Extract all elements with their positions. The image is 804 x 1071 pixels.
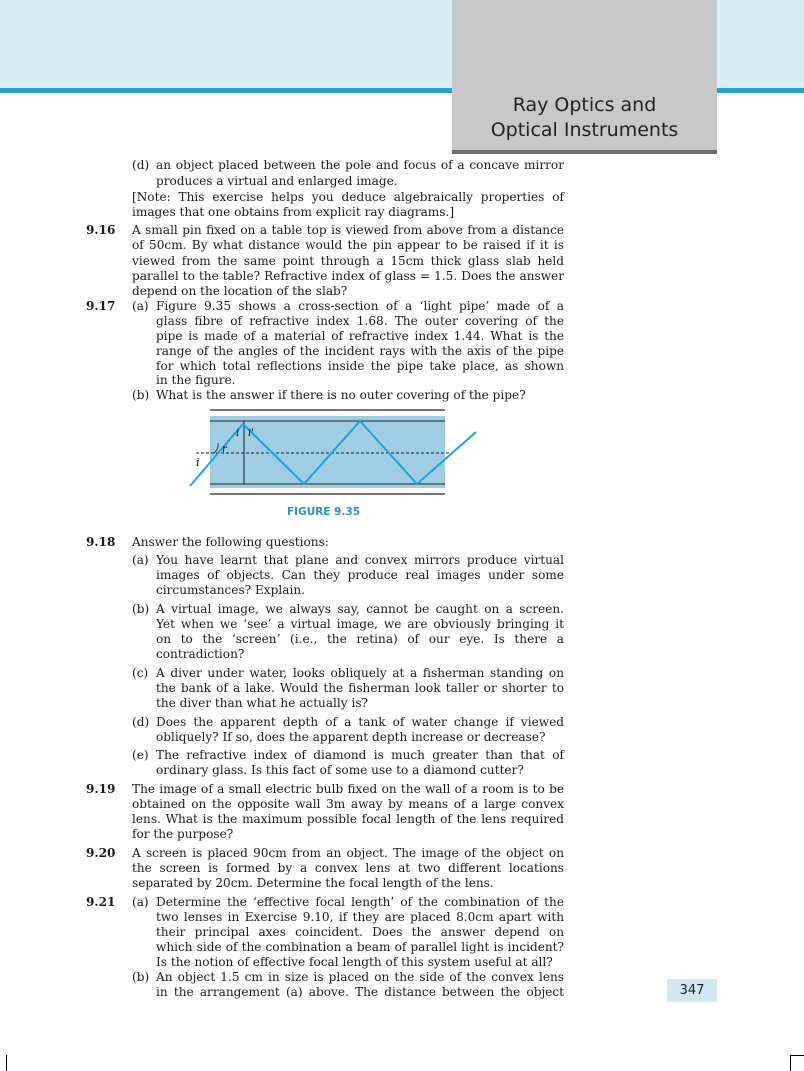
text-line: for which total reflections inside the pipe take place, as shown [156,359,564,373]
item-label: (e) [132,748,149,762]
label-i-prime: i' [248,428,254,439]
label-i-top: i [236,428,240,439]
text-line: the bank of a lake. Would the fisherman look taller or shorter to [156,681,564,695]
question-number: 9.16 [86,223,116,237]
text-line: range of the angles of the incident rays with the axis of the pipe [156,344,564,358]
text-line: The image of a small electric bulb fixed on the wall of a room is to be [132,782,564,796]
crop-mark [790,1055,804,1056]
text-line: pipe is made of a material of refractive index 1.44. What is the [156,329,564,343]
note-line: [Note: This exercise helps you deduce algebraically properties of [132,190,564,204]
text-line: ordinary glass. Is this fact of some use to a diamond cutter? [156,763,524,777]
text-line: in the arrangement (a) above. The distance between the object [156,985,564,999]
text-line: obliquely? If so, does the apparent depth increase or decrease? [156,730,546,744]
text-line: obtained on the opposite wall 3m away by means of a large convex [132,797,564,811]
text-line: glass fibre of refractive index 1.68. The outer covering of the [156,314,564,328]
crop-mark [6,1055,7,1071]
item-label: (b) [132,388,150,402]
text-line: The refractive index of diamond is much greater than that of [156,748,564,762]
item-label: (c) [132,666,149,680]
chapter-title-line-1: Ray Optics and [512,94,657,116]
text-line: their principal axes coincident. Does the answer depend on [156,925,564,939]
figure-caption: FIGURE 9.35 [287,506,361,518]
note-line: images that one obtains from explicit ray diagrams.] [132,205,455,219]
item-label: (a) [132,553,149,567]
text-line: two lenses in Exercise 9.10, if they are placed 8.0cm apart with [156,910,564,924]
chapter-title-box [452,0,717,154]
text-line: Figure 9.35 shows a cross-section of a ‘light pipe’ made of a [156,299,564,313]
chapter-title-line-2: Optical Instruments [490,119,679,141]
text-line: for the purpose? [132,827,234,841]
question-number: 9.19 [86,782,116,796]
text-line: Yet when we ‘see’ a virtual image, we are obviously bringing it [156,617,564,631]
text-line: Answer the following questions: [132,535,329,549]
question-number: 9.20 [86,846,116,860]
text-line: circumstances? Explain. [156,583,305,597]
text-line: which side of the combination a beam of parallel light is incident? [156,940,564,954]
text-line: Does the apparent depth of a tank of water change if viewed [156,715,564,729]
text-line: contradiction? [156,647,245,661]
text-line: separated by 20cm. Determine the focal length of the lens. [132,876,494,890]
item-label: (d) [132,158,150,172]
text-line: of 50cm. By what distance would the pin appear to be raised if it is [132,238,564,252]
question-number: 9.18 [86,535,116,549]
question-number: 9.17 [86,299,116,313]
text-line: parallel to the table? Refractive index of glass = 1.5. Does the answer [132,269,564,283]
text-line: A small pin fixed on a table top is viewed from above from a distance [132,223,564,237]
text-line: Is the notion of effective focal length of this system useful at all? [156,955,553,969]
text-line: You have learnt that plane and convex mirrors produce virtual [156,553,564,567]
item-label: (d) [132,715,150,729]
text-line: the diver than what he actually is? [156,696,369,710]
text-line: What is the answer if there is no outer covering of the pipe? [156,388,526,402]
item-label: (b) [132,970,150,984]
text-line: Determine the ‘effective focal length’ of the combination of the [156,895,564,909]
text-line: images of objects. Can they produce real images under some [156,568,564,582]
crop-mark [790,1055,791,1071]
text-line: in the figure. [156,373,236,387]
text-line: on to the ‘screen’ (i.e., the retina) of our eye. Is there a [156,632,564,646]
label-r: r [222,444,227,455]
text-line: lens. What is the maximum possible focal length of the lens required [132,812,564,826]
text-line: A virtual image, we always say, cannot be caught on a screen. [156,602,564,616]
text-line: an object placed between the pole and focus of a concave mirror [156,158,564,172]
text-line: viewed from the same point through a 15cm thick glass slab held [132,254,564,268]
chapter-title [452,93,717,143]
item-label: (a) [132,895,149,909]
text-line: the screen is formed by a convex lens at two different locations [132,861,564,875]
page-number: 347 [667,979,717,1002]
text-line: An object 1.5 cm in size is placed on the side of the convex lens [156,970,564,984]
light-pipe-figure [188,406,480,498]
label-i: i [196,456,200,469]
item-label: (a) [132,299,149,313]
text-line: A screen is placed 90cm from an object. The image of the object on [132,846,564,860]
text-line: depend on the location of the slab? [132,284,348,298]
text-line: A diver under water, looks obliquely at a fisherman standing on [156,666,564,680]
text-line: produces a virtual and enlarged image. [156,174,398,188]
item-label: (b) [132,602,150,616]
question-number: 9.21 [86,895,116,909]
